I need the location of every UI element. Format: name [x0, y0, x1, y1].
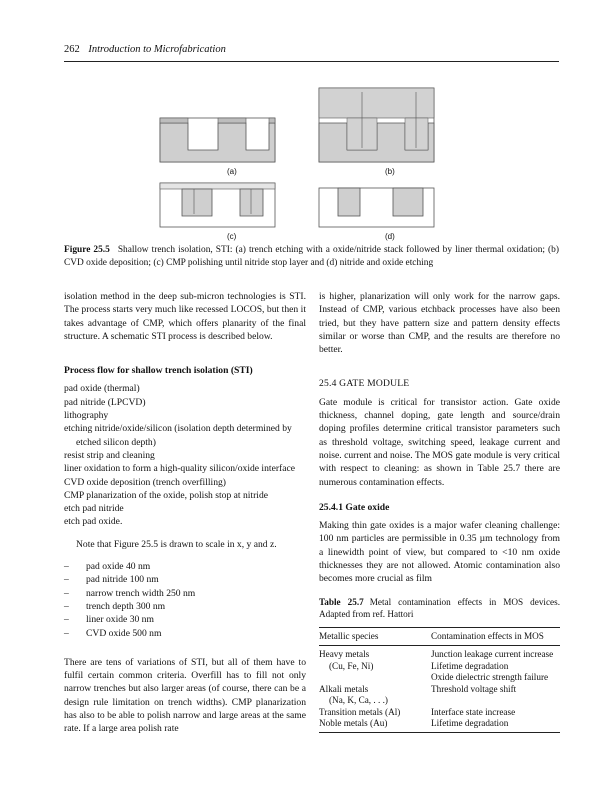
gate-module-paragraph: Gate module is critical for transistor action. Gate oxide thickness, channel doping, gate length and source/drain doping profiles determine critical transistor parameters such as threshold voltage, switching speed, leakage current and noise. current and noise. The MOS gate module is very critical with respect to cleaning: as shown in Table 25.7 there are numerous contamination effects. — [319, 396, 560, 488]
process-step: resist strip and cleaning — [64, 449, 155, 461]
table-label: Table 25.7 — [319, 596, 364, 607]
dimension-item: – pad oxide 40 nm — [64, 561, 151, 573]
subsection-heading: 25.4.1 Gate oxide — [319, 501, 390, 513]
scale-note: Note that Figure 25.5 is drawn to scale in x, y and z. — [76, 538, 277, 550]
book-title: Introduction to Microfabrication — [88, 44, 226, 55]
process-step: liner oxidation to form a high-quality silicon/oxide interface — [64, 463, 295, 475]
dimension-item: – trench depth 300 nm — [64, 600, 166, 612]
species-name: Alkali metals — [319, 683, 369, 694]
process-step: pad nitride (LPCVD) — [64, 396, 146, 408]
species-name: Heavy metals — [319, 649, 370, 660]
running-header — [64, 44, 226, 55]
table-caption — [319, 596, 560, 621]
figure-25-5 — [64, 80, 559, 250]
dimension-item: – narrow trench width 250 nm — [64, 587, 196, 599]
dimension-item: – CVD oxide 500 nm — [64, 627, 162, 639]
panel-c-diagram — [160, 183, 275, 227]
species-name: Noble metals (Au) — [319, 718, 431, 732]
table-header-row — [319, 627, 560, 646]
process-step: etching nitride/oxide/silicon (isolation depth determined by etched silicon depth) — [64, 423, 292, 448]
panel-a-diagram — [160, 118, 275, 162]
dimensions-list — [64, 560, 306, 640]
sti-process-diagram — [64, 80, 559, 250]
panel-label-a: (a) — [227, 167, 237, 176]
intro-paragraph: isolation method in the deep sub-micron technologies is STI. The process starts very much like recessed LOCOS, but then it takes advantage of CMP, which offers planarity of the final structure. A schematic STI process is described below. — [64, 291, 306, 342]
left-column — [64, 290, 306, 736]
table-header-effects: Contamination effects in MOS — [431, 627, 560, 646]
species-detail: (Cu, Fe, Ni) — [329, 660, 374, 671]
effect: Threshold voltage shift — [431, 683, 517, 694]
process-flow-heading: Process flow for shallow trench isolation (STI) — [64, 365, 253, 377]
figure-caption — [64, 244, 559, 269]
header-rule — [64, 61, 559, 62]
species-name: Transition metals (Al) — [319, 706, 401, 717]
process-step: pad oxide (thermal) — [64, 383, 140, 395]
panel-d-diagram — [319, 188, 434, 227]
effect: Lifetime degradation — [431, 660, 509, 671]
closing-paragraph: There are tens of variations of STI, but all of them have to fulfil certain common criteria. Overfill has to fill not only narrow trenches but also larger areas (of course, there can be a design rule limitation on trench widths). CMP planarization has also to be able to polish narrow and large areas at the same rate. If a large area polish rate — [64, 656, 306, 735]
process-step: lithography — [64, 410, 109, 422]
continuation-paragraph: is higher, planarization will only work for the narrow gaps. Instead of CMP, various etchback processes have also been tried, but they have pattern size and pattern density effects similar or worse than CMP, and the results are therefore no better. — [319, 291, 560, 356]
table-row — [319, 649, 560, 684]
figure-caption-text: Shallow trench isolation, STI: (a) trench etching with a oxide/nitride stack followed by liner thermal oxidation; (b) CVD oxide deposition; (c) CMP polishing until nitride stop layer and (d) nitride and oxide etching — [64, 245, 559, 268]
process-steps-list — [64, 382, 306, 528]
dimension-item: – liner oxide 30 nm — [64, 614, 154, 626]
right-column — [319, 290, 560, 733]
panel-label-d: (d) — [385, 232, 395, 241]
process-step: CVD oxide deposition (trench overfilling) — [64, 476, 226, 488]
table-row — [319, 684, 560, 707]
dimension-item: – pad nitride 100 nm — [64, 574, 159, 586]
section-heading: 25.4 GATE MODULE — [319, 378, 410, 390]
figure-caption-label: Figure 25.5 — [64, 245, 110, 255]
effect: Interface state increase — [431, 706, 516, 717]
effect: Lifetime degradation — [431, 718, 560, 732]
gate-oxide-paragraph: Making thin gate oxides is a major wafer cleaning challenge: 100 nm particles are permissible in 0.35 µm technology from a linewidth point of view, but compared to <10 nm oxide thicknesses they are not allowed. Atomic contamination also becomes more crucial as film — [319, 520, 560, 585]
effect: Oxide dielectric strength failure — [431, 672, 549, 683]
panel-b-diagram — [319, 88, 434, 162]
panel-label-c: (c) — [227, 232, 237, 241]
table-caption-text: Metal contamination effects in MOS devices. Adapted from ref. Hattori — [319, 596, 560, 620]
process-step: etch pad oxide. — [64, 516, 123, 528]
effect: Junction leakage current increase — [431, 649, 554, 660]
contamination-table — [319, 627, 560, 733]
process-step: CMP planarization of the oxide, polish stop at nitride — [64, 489, 269, 501]
panel-label-b: (b) — [385, 167, 395, 176]
species-detail: (Na, K, Ca, . . .) — [329, 695, 388, 706]
process-step: etch pad nitride — [64, 503, 124, 515]
table-header-species: Metallic species — [319, 627, 431, 646]
page-number: 262 — [64, 44, 80, 55]
table-row — [319, 718, 560, 732]
table-row — [319, 707, 560, 719]
